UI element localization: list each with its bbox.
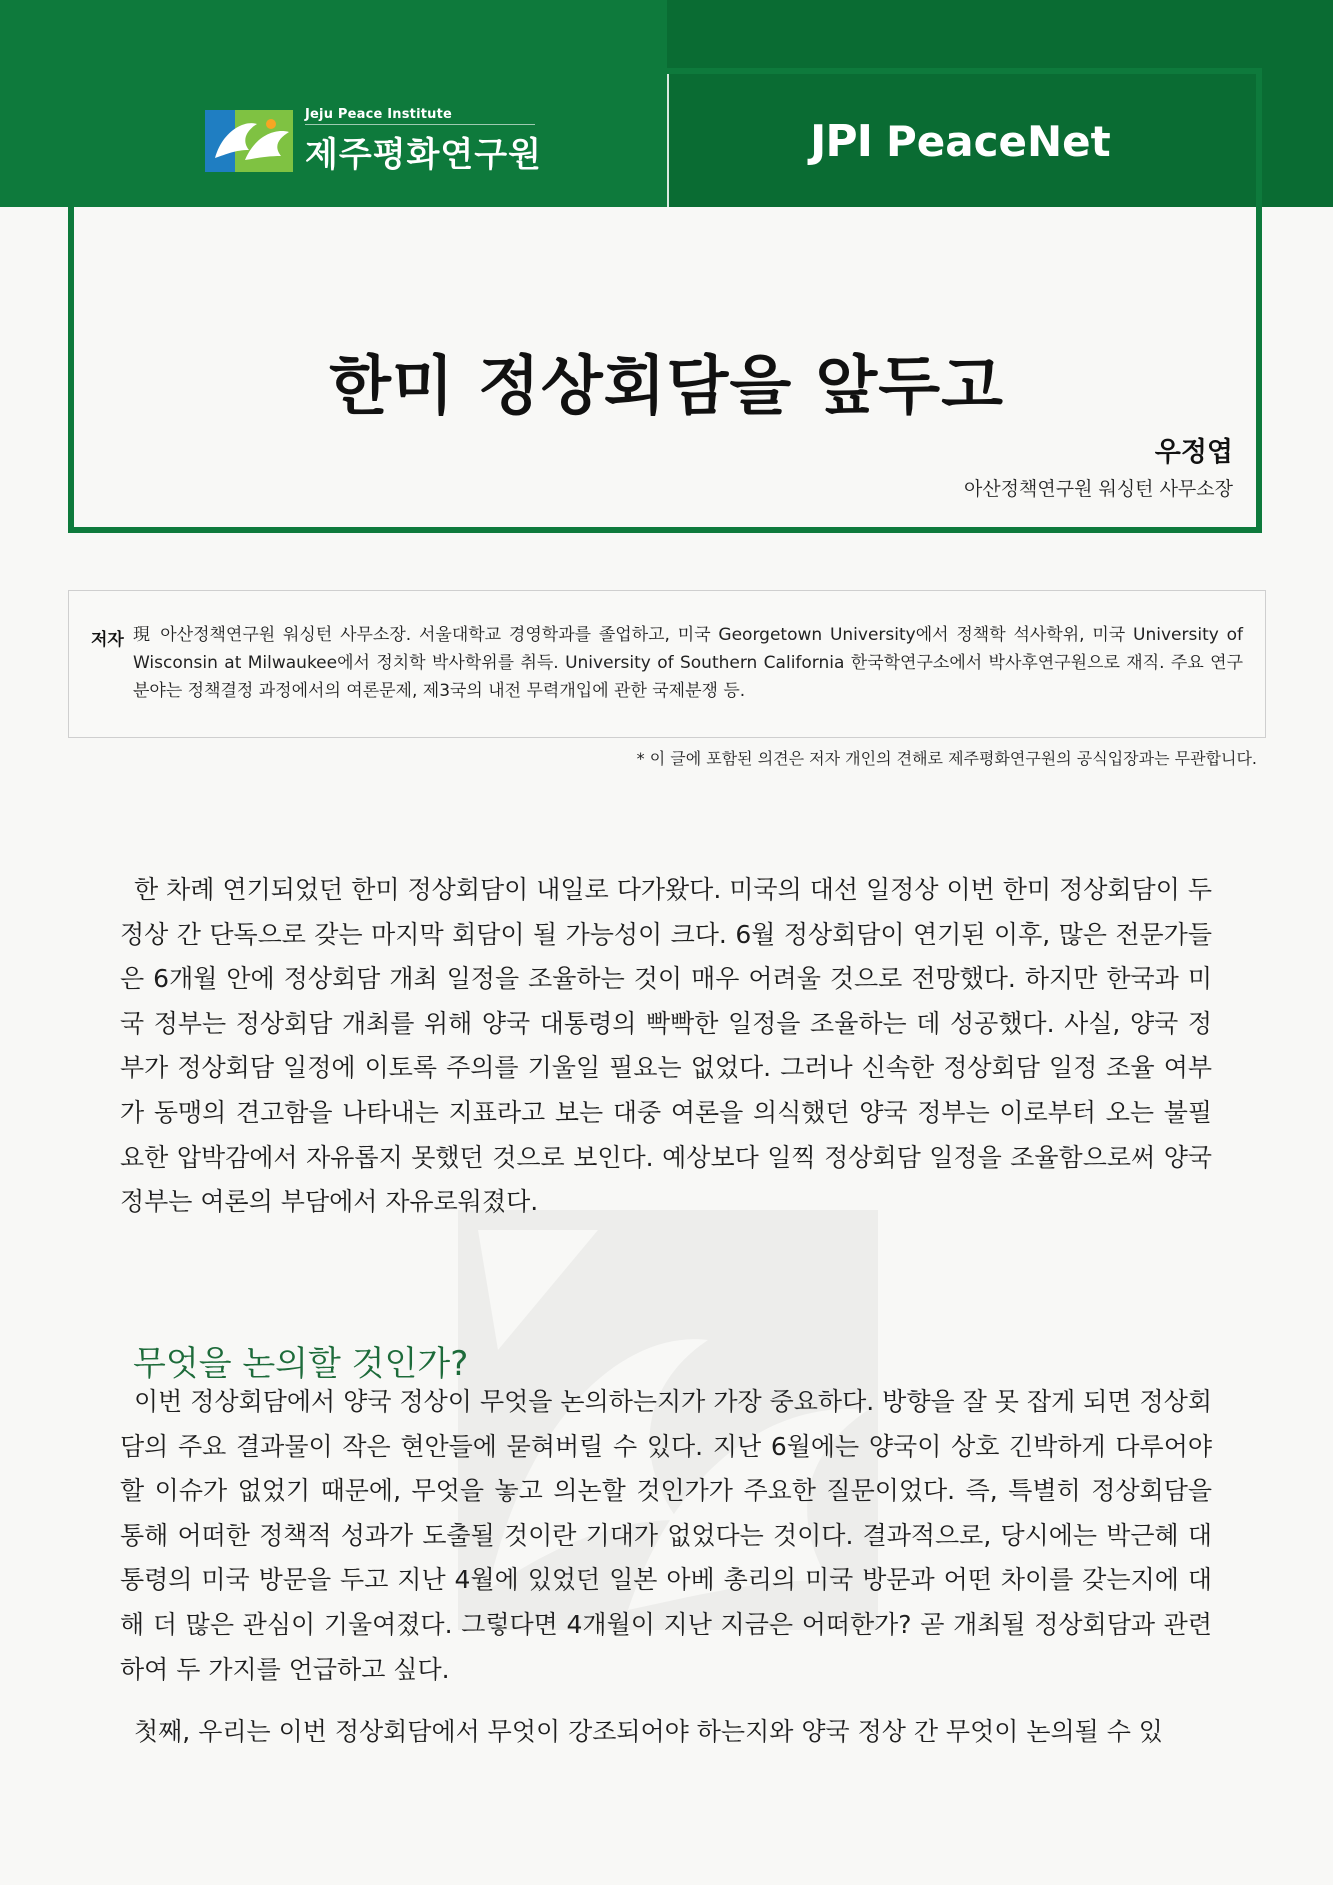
logo-korean-name: 제주평화연구원 — [305, 134, 542, 175]
bio-label: 저자 — [91, 630, 124, 650]
jpi-mark: JPI — [810, 116, 872, 167]
document-title: 한미 정상회담을 앞두고 — [329, 350, 1004, 424]
bio-text: 現 아산정책연구원 워싱턴 사무소장. 서울대학교 경영학과를 졸업하고, 미국 Georgetown University에서 정책학 석사학위, 미국 University of Wisconsin at Milwaukee에서 정치학 박사학위를 취득. University of Southern California 한국학연구소에서 박사후연구원으로 재직. 주요 연구분야는 정책결정 과정에서의 여론문제, 제3국의 내전 무력개입에 관한 국제분쟁 등. — [133, 625, 1243, 701]
body-paragraph-3: 첫째, 우리는 이번 정상회담에서 무엇이 강조되어야 하는지와 양국 정상 간 무엇이 논의될 수 있 — [134, 1717, 1163, 1746]
body-paragraph-1: 한 차례 연기되었던 한미 정상회담이 내일로 다가왔다. 미국의 대선 일정상 이번 한미 정상회담이 두 정상 간 단독으로 갖는 마지막 회담이 될 가능성이 크다. 6월 정상회담이 연기된 이후, 많은 전문가들은 6개월 안에 정상회담 개최 일정을 조율하는 것이 매우 어려울 것으로 전망했다. 하지만 한국과 미국 정부는 정상회담 개최를 위해 양국 대통령의 빡빡한 일정을 조율하는 데 성공했다. 사실, 양국 정부가 정상회담 일정에 이토록 주의를 기울일 필요는 없었다. 그러나 신속한 정상회담 일정 조율 여부가 동맹의 견고함을 나타내는 지표라고 보는 대중 여론을 의식했던 양국 정부는 이로부터 오는 불필요한 압박감에서 자유롭지 못했던 것으로 보인다. 예상보다 일찍 정상회담 일정을 조율함으로써 양국 정부는 여론의 부담에서 자유로워졌다. — [120, 875, 1212, 1217]
peacenet-wordmark: PeaceNet — [886, 117, 1111, 166]
disclaimer: * 이 글에 포함된 의견은 저자 개인의 견해로 제주평화연구원의 공식입장과는 무관합니다. — [636, 749, 1257, 768]
author-name: 우정엽 — [1154, 437, 1233, 468]
author-bio-box — [68, 590, 1266, 738]
title-frame — [68, 68, 1262, 533]
section-heading: 무엇을 논의할 것인가? — [133, 1344, 469, 1385]
author-affiliation: 아산정책연구원 워싱턴 사무소장 — [963, 478, 1233, 500]
logo-english-name: Jeju Peace Institute — [305, 107, 535, 125]
body-paragraph-2: 이번 정상회담에서 양국 정상이 무엇을 논의하는지가 가장 중요하다. 방향을 잘 못 잡게 되면 정상회담의 주요 결과물이 작은 현안들에 묻혀버릴 수 있다. 지난 6월에는 양국이 상호 긴박하게 다루어야 할 이슈가 없었기 때문에, 무엇을 놓고 의논할 것인가가 주요한 질문이었다. 즉, 특별히 정상회담을 통해 어떠한 정책적 성과가 도출될 것이란 기대가 없었다는 것이다. 결과적으로, 당시에는 박근혜 대통령의 미국 방문을 두고 지난 4월에 있었던 일본 아베 총리의 미국 방문과 어떤 차이를 갖는지에 대해 더 많은 관심이 기울여졌다. 그렇다면 4개월이 지난 지금은 어떠한가? 곧 개최될 정상회담과 관련하여 두 가지를 언급하고 싶다. — [120, 1387, 1212, 1684]
